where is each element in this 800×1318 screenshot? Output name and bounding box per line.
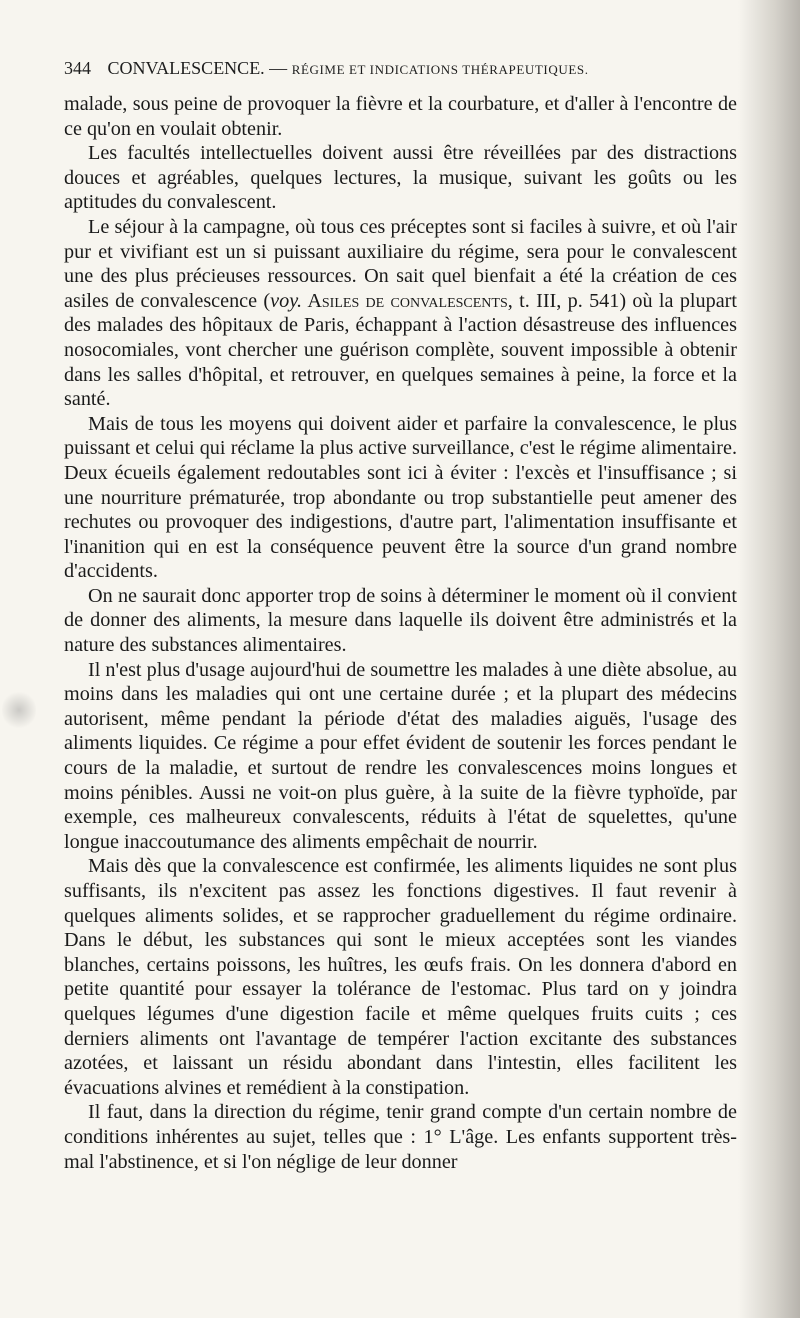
section-title: CONVALESCENCE. —	[107, 58, 288, 78]
paragraph-7: Mais dès que la convalescence est confirmée, les aliments liquides ne sont plus suffisants, ils n'excitent pas assez les fonctions digestives. Il faut revenir à quelques aliments solides, et se rapprocher graduellement du régime ordinaire. Dans le début, les substances qui sont le mieux acceptées sont les viandes blanches, certains poissons, les huîtres, les œufs frais. On les donnera d'abord en petite quantité pour essayer la tolérance de l'estomac. Plus tard on y joindra quelques légumes d'une digestion facile et même quelques fruits cuits ; ces derniers aliments ont l'avantage de tempérer l'action excitante des substances azotées, et laissant un résidu abondant dans l'intestin, elles facilitent les évacuations alvines et remédient à la constipation.	[64, 855, 737, 1099]
paragraph-2: Les facultés intellectuelles doivent aussi être réveillées par des distractions douces et agréables, quelques lectures, la musique, suivant les goûts ou les aptitudes du convalescent.	[64, 142, 737, 214]
page-number: 344	[64, 58, 91, 78]
paragraph-4: Mais de tous les moyens qui doivent aider et parfaire la convalescence, le plus puissant et celui qui réclame la plus active surveillance, c'est le régime alimentaire. Deux écueils également redoutables sont ici à éviter : l'excès et l'insuffisance ; si une nourriture prématurée, trop abondante ou trop substantielle peut amener des rechutes ou provoquer des indigestions, d'autre part, l'alimentation insuffisante et l'inanition qui en est la conséquence peuvent être la source d'un grand nombre d'accidents.	[64, 412, 737, 583]
paragraph-3-part-a: Le séjour à la campagne, où tous ces préceptes sont si faciles à suivre, et où l'air pur et vivifiant est un si puissant auxiliaire du régime, sera pour le convalescent une des plus précieuses ressources. On sait quel bienfait a été la création de ces asiles de convalescence (	[64, 215, 737, 312]
paragraph-8: Il faut, dans la direction du régime, tenir grand compte d'un certain nombre de conditions inhérentes au sujet, telles que : 1° L'âge. Les enfants supportent très-mal l'abstinence, et si l'on néglige de leur donner	[64, 1101, 737, 1173]
body-text	[64, 92, 737, 1174]
paragraph-3-italic: voy.	[270, 289, 303, 312]
paragraph-6: Il n'est plus d'usage aujourd'hui de soumettre les malades à une diète absolue, au moins dans les maladies qui ont une certaine durée ; et la plupart des médecins autorisent, même pendant la période d'état des maladies aiguës, l'usage des aliments liquides. Ce régime a pour effet évident de soutenir les forces pendant le cours de la maladie, et surtout de rendre les convalescences moins longues et moins pénibles. Aussi ne voit-on plus guère, à la suite de la fièvre typhoïde, par exemple, ces malheureux convalescents, réduits à l'état de squelettes, qu'une longue inaccoutumance des aliments empêchait de nourrir.	[64, 658, 737, 853]
paragraph-3	[64, 215, 737, 412]
running-header	[64, 58, 744, 79]
paragraph-3-small-caps: Asiles de convalescents	[302, 289, 508, 312]
page-edge-shadow	[738, 0, 800, 1318]
paragraph-5: On ne saurait donc apporter trop de soins à déterminer le moment où il convient de donner des aliments, la mesure dans laquelle ils doivent être administrés et la nature des substances alimentaires.	[64, 584, 737, 657]
paragraph-3-part-b: , t. III, p. 541) où la plupart des malades des hôpitaux de Paris, échappant à l'action désastreuse des influences nosocomiales, vont chercher une guérison complète, souvent impossible à obtenir dans les salles d'hôpital, et retrouver, en quelques semaines à peine, la force et la santé.	[64, 289, 737, 411]
paragraph-1: malade, sous peine de provoquer la fièvre et la courbature, et d'aller à l'encontre de ce qu'on en voulait obtenir.	[64, 93, 737, 140]
section-subtitle: RÉGIME ET INDICATIONS THÉRAPEUTIQUES.	[291, 62, 589, 77]
page-stain	[2, 690, 36, 730]
